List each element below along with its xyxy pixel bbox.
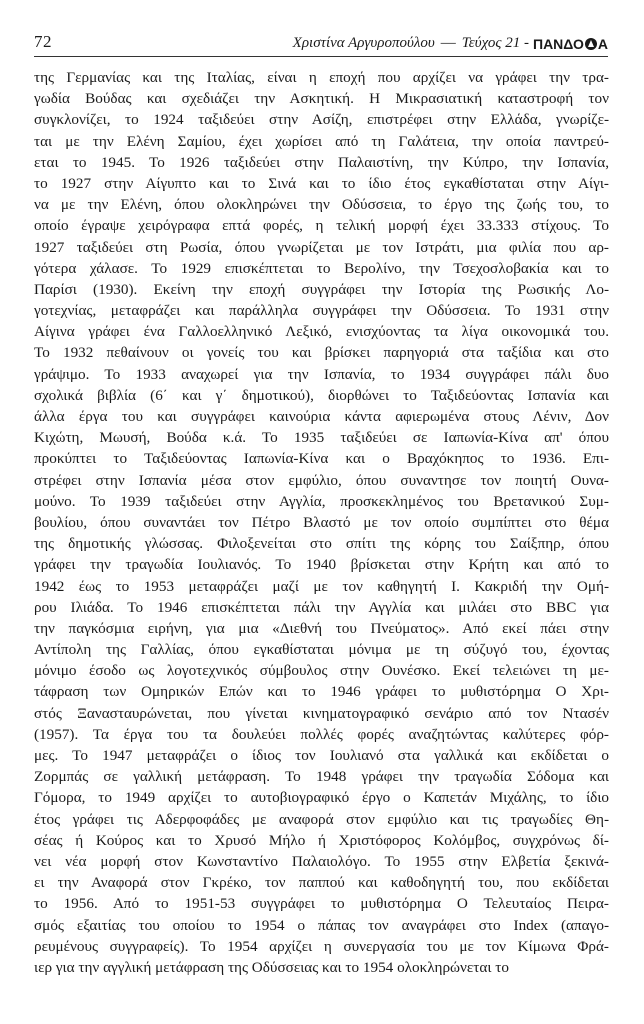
brand-text-post: Α <box>597 35 608 52</box>
text-line: να με την Ελένη, όπου ολοκληρώνει την Οδύσσεια, το έργο της ζωής του, το <box>34 196 609 214</box>
text-line: της δημοτικής γλώσσας. Φιλοξενείται στο σπίτι της κόρης του Σαίξπηρ, όπου <box>34 535 609 553</box>
text-line: Γόμορα, το 1949 αρχίζει το αυτοβιογραφικό έργο ο Καπετάν Μιχάλης, το ίδιο <box>34 789 609 807</box>
text-line: γοτεχνίας, μεταφράζει και παράλληλα συγγράφει την Οδύσσεια. Το 1931 στην <box>34 302 609 320</box>
text-line: ει την Αναφορά στον Γκρέκο, τον παππού και καθοδηγητή του, που εκδίδεται <box>34 874 609 892</box>
text-line: Ζορμπάς σε γαλλική μετάφραση. Το 1948 γράφει την τραγωδία Σόδομα και <box>34 768 609 786</box>
page-number: 72 <box>34 32 52 51</box>
text-line: σέας ή Κούρος και το Χρυσό Μήλο ή Χριστόφορος Κολόμβος, συγχρόνως δί- <box>34 831 609 849</box>
text-line: το 1927 στην Αίγυπτο και το Σινά και το ίδιο έτος εγκαθίσταται στην Αίγι- <box>34 174 609 192</box>
running-head <box>293 35 608 52</box>
text-line: μόνιμο έσοδο ως λογοτεχνικός σύμβουλος στην Ουνέσκο. Εκεί τελειώνει τη με- <box>34 662 609 680</box>
issue-label: Τεύχος 21 - <box>461 35 529 51</box>
text-line: γότερα χάλασε. Το 1929 επισκέπτεται το Βερολίνο, την Τσεχοσλοβακία και το <box>34 259 609 277</box>
text-line: γράφει την τραγωδία Ιουλιανός. Το 1940 βρίσκεται στην Κρήτη και από το <box>34 556 609 574</box>
text-line: γωδία Βούδας και σχεδιάζει την Ασκητική. Η Μικρασιατική καταστροφή τον <box>34 90 609 108</box>
text-line: γράψιμο. Το 1933 αναχωρεί για την Ισπανία, το 1934 συγγράφει πάλι δυο <box>34 365 609 383</box>
text-line: σμός εξαιτίας του οποίου το 1954 ο πάπας τον αναγράφει στο Index (απαγο- <box>34 916 609 934</box>
text-line: έτος γράφει τις Αδερφοφάδες με αναφορά στον εμφύλιο και τις τραγωδίες Θη- <box>34 810 609 828</box>
text-line: ται με την Ελένη Σαμίου, έχει χωρίσει από τη Γαλάτεια, την οποία παντρεύ- <box>34 132 609 150</box>
text-line: Το 1932 πεθαίνουν οι γονείς του και βρίσκει παρηγοριά στα ταξίδια και στο <box>34 344 609 362</box>
text-line: στρέφει στην Ισπανία μέσα στον εμφύλιο, όπου συναντησε τον ποιητή Ουνα- <box>34 471 609 489</box>
text-line: συγκλονίζει, το 1924 ταξιδεύει στην Ασίζη, επιστρέφει στην Ελλάδα, γνωρίζε- <box>34 111 609 129</box>
text-line: εται το 1945. Το 1926 ταξιδεύει στην Παλαιστίνη, την Κύπρο, την Ισπανία, <box>34 153 609 171</box>
text-line: νει νέα μορφή στον Κωνσταντίνο Παλαιολόγο. Το 1955 στην Ελβετία ξεκινά- <box>34 852 609 870</box>
text-line: οποίο έγραψε χειρόγραφα επτά φορές, η τελική μορφή έχει 33.333 στίχους. Το <box>34 217 609 235</box>
text-line: ρου Ιλιάδα. Το 1946 επισκέπτεται πάλι την Αγγλία και μιλάει στο BBC για <box>34 598 609 616</box>
text-line: σχολικά βιβλία (6΄ και γ΄ δημοτικού), διορθώνει το Ταξιδεύοντας Ισπανία και <box>34 386 609 404</box>
text-line: ρευμένους συγγραφείς). Το 1954 αρχίζει η συνεργασία του με τον Κίμωνα Φρά- <box>34 937 609 955</box>
text-line: ιερ για την αγγλική μετάφραση της Οδύσσειας και το 1954 ολοκληρώνεται το <box>34 958 509 976</box>
brand-text-pre: ΠΑΝΔΟ <box>532 35 584 52</box>
text-line: Κιχώτη, Μωυσή, Βούδα κ.ά. Το 1935 ταξιδεύει σε Ιαπωνία-Κίνα απ' όπου <box>34 429 609 447</box>
text-line: 1927 ταξιδεύει στη Ρωσία, όπου γνωρίζεται με τον Ιστράτι, μια φιλία που αρ- <box>34 238 609 256</box>
header-rule <box>34 56 608 57</box>
text-line: Αντίπολη της Γαλλίας, όπου εγκαθίσταται μόνιμα με τη σύζυγό του, έχοντας <box>34 641 609 659</box>
text-line: βουλίου, όπου συναντάει τον Πέτρο Βλαστό με τον οποίο συμπίπτει στο θέμα <box>34 513 609 531</box>
separator: — <box>440 35 456 51</box>
text-line: της Γερμανίας και της Ιταλίας, είναι η εποχή που αρχίζει να γράφει την τρα- <box>34 69 609 86</box>
brand-logo <box>533 36 608 52</box>
text-line: μούνο. Το 1939 ταξιδεύει στην Αγγλία, προσκεκλημένος του Βρετανικού Συμ- <box>34 492 609 510</box>
pandora-logo-icon <box>585 38 597 50</box>
text-line: Παρίσι (1930). Εκείνη την εποχή συγγράφει την Ιστορία της Ρωσικής Λο- <box>34 280 609 298</box>
running-header <box>34 26 608 52</box>
text-line: το 1956. Από το 1951-53 συγγράφει το μυθιστόρημα Ο Τελευταίος Πειρα- <box>34 895 609 913</box>
text-line: άλλα έργα του και συγγράφει καινούρια κάντα αφιερωμένα στους Λένιν, Δον <box>34 408 609 425</box>
text-line: την παγκόσμια ειρήνη, για μια «Διεθνή του Πνεύματος». Από εκεί πάει στην <box>34 619 609 637</box>
text-line: τάφραση των Ομηρικών Επών και το 1946 γράφει το μυθιστόρημα Ο Χρι- <box>34 683 609 701</box>
author-name: Χριστίνα Αργυροπούλου <box>292 35 435 51</box>
text-line: (1957). Τα έργα του τα δουλεύει πολλές φορές αναζητώντας καλύτερες φόρ- <box>34 725 609 743</box>
text-line: μες. Το 1947 μεταφράζει ο ίδιος τον Ιουλιανό στα γαλλικά και εκδίδεται ο <box>34 747 609 764</box>
text-line: Αίγινα γράφει ένα Γαλλοελληνικό Λεξικό, ενισχύοντας τα λίγα οικονομικά του. <box>34 323 609 341</box>
body-text <box>34 67 609 978</box>
text-line: 1942 έως το 1953 μεταφράζει μαζί με τον καθηγητή Ι. Κακριδή την Ομή- <box>34 577 609 595</box>
text-line: προκύπτει το Ταξιδεύοντας Ιαπωνία-Κίνα και ο Βραχόκηπος το 1936. Επι- <box>34 450 609 468</box>
text-line: στός Ξανασταυρώνεται, που γίνεται κινηματογραφικό σενάριο από τον Ντασέν <box>34 704 609 722</box>
